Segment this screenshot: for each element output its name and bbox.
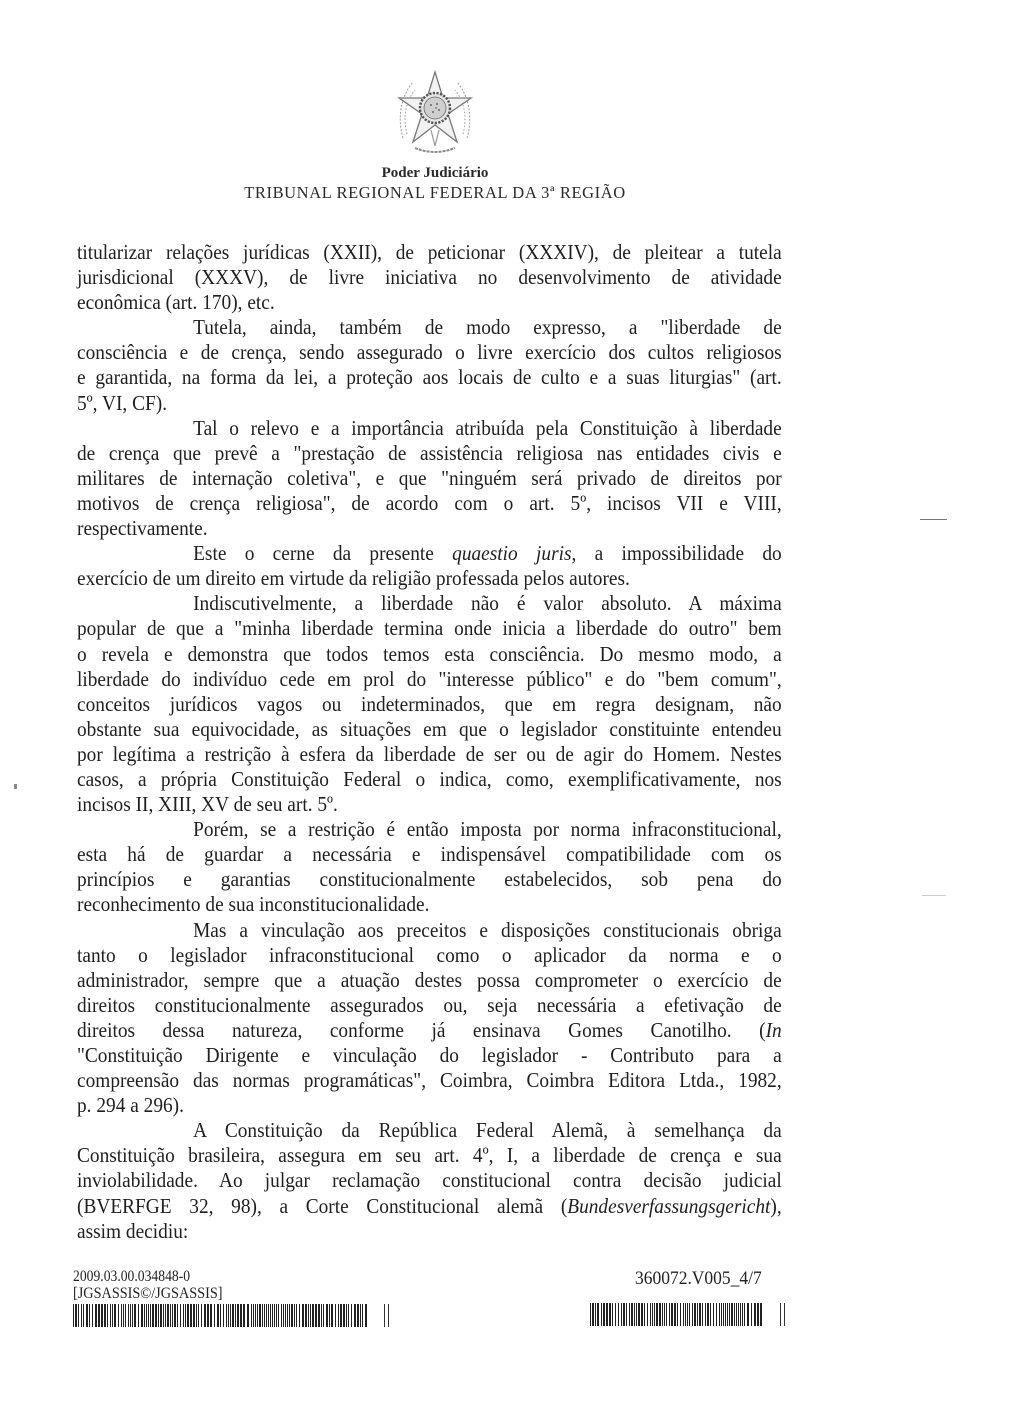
line-text: Este o cerne da presente bbox=[193, 541, 453, 566]
barcode-bar bbox=[590, 1303, 591, 1326]
barcode-bar bbox=[612, 1303, 613, 1326]
barcode-bar bbox=[180, 1304, 181, 1327]
barcode-bar bbox=[193, 1304, 195, 1327]
barcode-bar bbox=[662, 1303, 663, 1326]
barcode-bar bbox=[89, 1304, 90, 1327]
barcode-bar bbox=[220, 1304, 221, 1327]
barcode-bar bbox=[75, 1304, 77, 1327]
barcode-bar bbox=[138, 1304, 139, 1327]
text-line bbox=[77, 491, 782, 516]
line-text: "Constituição Dirigente e vinculação do legislador - Contributo para a bbox=[77, 1043, 782, 1067]
barcode-bar bbox=[346, 1304, 347, 1327]
barcode-bar bbox=[289, 1304, 290, 1327]
barcode-bar bbox=[305, 1304, 307, 1327]
italic-term: quaestio juris bbox=[452, 541, 572, 566]
text-line bbox=[77, 968, 782, 993]
barcode-bar bbox=[331, 1304, 333, 1327]
barcode-bar bbox=[270, 1304, 271, 1327]
barcode-bar bbox=[338, 1304, 339, 1327]
text-line bbox=[77, 416, 782, 441]
barcode-bar bbox=[158, 1304, 159, 1327]
line-text: econômica (art. 170), etc. bbox=[77, 290, 275, 315]
barcode-bar bbox=[780, 1303, 781, 1326]
barcode-bar bbox=[104, 1304, 106, 1327]
line-text: princípios e garantias constitucionalmente estabelecidos, sob pena do bbox=[77, 867, 782, 892]
line-text: Tutela, ainda, também de modo expresso, a "liberdade de bbox=[193, 315, 782, 340]
barcode-bar bbox=[699, 1303, 701, 1326]
line-text: inviolabilidade. Ao julgar reclamação constitucional contra decisão judicial bbox=[77, 1168, 782, 1193]
barcode-bar bbox=[170, 1304, 171, 1327]
barcode-bar bbox=[86, 1304, 88, 1327]
barcode-bar bbox=[634, 1303, 635, 1326]
barcode-bar bbox=[81, 1304, 82, 1327]
italic-term: Bundesverfassungsgericht bbox=[567, 1193, 771, 1218]
text-line bbox=[77, 918, 782, 943]
barcode-bar bbox=[190, 1304, 192, 1327]
barcode-bar bbox=[615, 1303, 616, 1326]
text-line bbox=[77, 566, 782, 591]
line-text: respectivamente. bbox=[77, 516, 208, 541]
barcode-bar bbox=[326, 1304, 328, 1327]
barcode-bar bbox=[78, 1304, 79, 1327]
barcode-bar bbox=[274, 1304, 275, 1327]
barcode-bar bbox=[729, 1303, 730, 1326]
barcode-bar bbox=[652, 1303, 653, 1326]
barcode-bar bbox=[308, 1304, 309, 1327]
barcode-bar bbox=[659, 1303, 661, 1326]
barcode-bar bbox=[677, 1303, 678, 1326]
barcode-bar bbox=[666, 1303, 667, 1326]
barcode-bar bbox=[618, 1303, 619, 1326]
barcode-bar bbox=[710, 1303, 711, 1326]
barcode-bar bbox=[172, 1304, 173, 1327]
barcode-bar bbox=[638, 1303, 640, 1326]
barcode-bar bbox=[329, 1304, 330, 1327]
barcode-bar bbox=[348, 1304, 349, 1327]
barcode-bar bbox=[217, 1304, 219, 1327]
text-line bbox=[77, 315, 782, 340]
barcode-bar bbox=[671, 1303, 673, 1326]
barcode-bar bbox=[654, 1303, 655, 1326]
header-institution-power: Poder Judiciário bbox=[381, 165, 489, 181]
barcode-bar bbox=[110, 1304, 111, 1327]
text-line bbox=[77, 642, 782, 667]
barcode-bar bbox=[240, 1304, 242, 1327]
barcode-bar bbox=[223, 1304, 224, 1327]
barcode-bar bbox=[114, 1304, 116, 1327]
barcode-bar bbox=[228, 1304, 229, 1327]
barcode-bar bbox=[155, 1304, 157, 1327]
barcode-bar bbox=[597, 1303, 599, 1326]
barcode-bar bbox=[760, 1303, 762, 1326]
text-line bbox=[77, 265, 782, 290]
barcode-bar bbox=[312, 1304, 314, 1327]
barcode-bar bbox=[723, 1303, 724, 1326]
header-court-name: TRIBUNAL REGIONAL FEDERAL DA 3ª REGIÃO bbox=[244, 183, 626, 202]
barcode-bar bbox=[680, 1303, 681, 1326]
line-text: por legítima a restrição à esfera da liberdade de ser ou de agir do Homem. Nestes bbox=[77, 741, 782, 766]
line-text: ), bbox=[770, 1193, 782, 1218]
text-line bbox=[77, 365, 782, 390]
barcode-bar bbox=[302, 1304, 304, 1327]
barcode-bar bbox=[742, 1303, 743, 1326]
barcode-bar bbox=[641, 1303, 643, 1326]
barcode-bar bbox=[692, 1303, 693, 1326]
barcode-bar bbox=[201, 1304, 202, 1327]
barcode-bar bbox=[237, 1304, 239, 1327]
text-line bbox=[77, 240, 782, 265]
barcode-bar bbox=[257, 1304, 258, 1327]
barcode-bar bbox=[707, 1303, 709, 1326]
barcode-bar bbox=[683, 1303, 684, 1326]
barcode-bar bbox=[185, 1304, 186, 1327]
barcode-bar bbox=[644, 1303, 645, 1326]
barcode-bar bbox=[98, 1304, 100, 1327]
barcode-bar bbox=[128, 1304, 129, 1327]
barcode-bar bbox=[253, 1304, 254, 1327]
text-line bbox=[77, 1118, 782, 1143]
barcode-bar bbox=[702, 1303, 703, 1326]
barcode-bar bbox=[609, 1303, 611, 1326]
text-line bbox=[77, 767, 782, 792]
barcode-bar bbox=[354, 1304, 356, 1327]
barcode-bar bbox=[636, 1303, 637, 1326]
barcode-bar bbox=[685, 1303, 686, 1326]
barcode-bar bbox=[204, 1304, 206, 1327]
barcode-bar bbox=[740, 1303, 741, 1326]
barcode-bar bbox=[266, 1304, 267, 1327]
barcode-bar bbox=[281, 1304, 282, 1327]
barcode-bar bbox=[321, 1304, 322, 1327]
barcode-bar bbox=[285, 1304, 286, 1327]
line-text: assim decidiu: bbox=[77, 1218, 189, 1243]
barcode-bar bbox=[235, 1304, 236, 1327]
italic-term: In bbox=[765, 1017, 782, 1042]
barcode-bar bbox=[664, 1303, 665, 1326]
text-line bbox=[77, 340, 782, 365]
barcode-bar bbox=[121, 1304, 122, 1327]
barcode-bar bbox=[674, 1303, 676, 1326]
barcode-bar bbox=[150, 1304, 151, 1327]
barcode-bar bbox=[629, 1303, 630, 1326]
text-line bbox=[77, 441, 782, 466]
barcode-bar bbox=[160, 1304, 162, 1327]
barcode-bar bbox=[603, 1303, 605, 1326]
line-text: A Constituição da República Federal Alemã, à semelhança da bbox=[193, 1118, 782, 1143]
user-tag: [JGSASSIS©/JGSASSIS] bbox=[73, 1285, 223, 1302]
barcode-bar bbox=[95, 1304, 97, 1327]
text-line bbox=[77, 1018, 782, 1043]
line-text: e garantida, na forma da lei, a proteção aos locais de culto e a suas liturgias" (art. bbox=[77, 365, 782, 390]
barcode-bar bbox=[738, 1303, 739, 1326]
text-line bbox=[77, 616, 782, 641]
text-line bbox=[77, 1043, 782, 1068]
barcode-bar bbox=[272, 1304, 273, 1327]
barcode-bar bbox=[727, 1303, 728, 1326]
barcode-bar bbox=[183, 1304, 184, 1327]
barcode-bar bbox=[713, 1303, 714, 1326]
text-line bbox=[77, 290, 782, 315]
barcode-bar bbox=[278, 1304, 279, 1327]
barcode-bar bbox=[232, 1304, 234, 1327]
barcode-bar bbox=[757, 1303, 759, 1326]
barcode-bar bbox=[251, 1304, 252, 1327]
line-text: Tal o relevo e a importância atribuída pela Constituição à liberdade bbox=[193, 415, 782, 440]
barcode-bar bbox=[276, 1304, 277, 1327]
barcode-bar bbox=[318, 1304, 320, 1327]
barcode-bar bbox=[174, 1304, 176, 1327]
barcode-bar bbox=[623, 1303, 625, 1326]
margin-speck bbox=[14, 784, 17, 789]
barcode-bar bbox=[751, 1303, 752, 1326]
barcode-bar bbox=[744, 1303, 745, 1326]
text-line bbox=[77, 516, 782, 541]
line-text: administrador, sempre que a atuação destes possa comprometer o exercício de bbox=[77, 967, 782, 992]
line-text: (BVERFGE 32, 98), a Corte Constitucional alemã ( bbox=[77, 1193, 568, 1218]
barcode-bar bbox=[705, 1303, 706, 1326]
barcode-bar bbox=[187, 1304, 189, 1327]
barcode-bar bbox=[351, 1304, 352, 1327]
barcode-bar bbox=[243, 1304, 245, 1327]
coat-of-arms-emblem bbox=[395, 68, 475, 156]
barcode-bar bbox=[606, 1303, 608, 1326]
text-line bbox=[77, 1143, 782, 1168]
text-line bbox=[77, 742, 782, 767]
barcode-bar bbox=[163, 1304, 164, 1327]
barcode-left bbox=[73, 1304, 393, 1327]
text-line bbox=[77, 692, 782, 717]
barcode-bar bbox=[784, 1303, 785, 1326]
text-line bbox=[77, 717, 782, 742]
line-text: motivos de crença religiosa", de acordo com o art. 5º, incisos VII e VIII, bbox=[77, 490, 782, 515]
barcode-bar bbox=[144, 1304, 145, 1327]
barcode-bar bbox=[118, 1304, 119, 1327]
barcode-bar bbox=[146, 1304, 147, 1327]
barcode-bar bbox=[287, 1304, 288, 1327]
margin-mark bbox=[920, 519, 947, 520]
barcode-bar bbox=[323, 1304, 324, 1327]
barcode-bar bbox=[152, 1304, 154, 1327]
barcode-bar bbox=[130, 1304, 131, 1327]
barcode-bar bbox=[92, 1304, 93, 1327]
barcode-bar bbox=[365, 1304, 367, 1327]
barcode-bar bbox=[656, 1303, 658, 1326]
barcode-bar bbox=[340, 1304, 342, 1327]
barcode-bar bbox=[283, 1304, 284, 1327]
barcode-bar bbox=[335, 1304, 336, 1327]
text-line bbox=[77, 943, 782, 968]
barcode-bar bbox=[725, 1303, 726, 1326]
barcode-bar bbox=[296, 1304, 297, 1327]
line-text: popular de que a "minha liberdade termina onde inicia a liberdade do outro" bem bbox=[77, 616, 782, 641]
barcode-bar bbox=[734, 1303, 735, 1326]
line-text: esta há de guardar a necessária e indispensável compatibilidade com os bbox=[77, 842, 782, 867]
barcode-bar bbox=[167, 1304, 169, 1327]
line-text: de crença que prevê a "prestação de assistência religiosa nas entidades civis e bbox=[77, 440, 782, 465]
barcode-bar bbox=[268, 1304, 269, 1327]
line-text: p. 294 a 296). bbox=[77, 1093, 184, 1118]
barcode-bar bbox=[592, 1303, 594, 1326]
barcode-bar bbox=[291, 1304, 293, 1327]
barcode-bar bbox=[226, 1304, 227, 1327]
text-line bbox=[77, 1194, 782, 1219]
barcode-bar bbox=[259, 1304, 261, 1327]
barcode-bar bbox=[694, 1303, 696, 1326]
barcode-bar bbox=[255, 1304, 256, 1327]
barcode-bar bbox=[388, 1304, 389, 1327]
barcode-bar bbox=[134, 1304, 136, 1327]
line-text: Indiscutivelmente, a liberdade não é valor absoluto. A máxima bbox=[193, 591, 782, 616]
line-text: direitos constitucionalmente assegurados ou, seja necessária a efetivação de bbox=[77, 992, 782, 1017]
line-text: incisos II, XIII, XV de seu art. 5º. bbox=[77, 792, 338, 817]
barcode-bar bbox=[230, 1304, 231, 1327]
line-text: conceitos jurídicos vagos ou indeterminados, que em regra designam, não bbox=[77, 691, 782, 716]
text-line bbox=[77, 817, 782, 842]
line-text: exercício de um direito em virtude da religião professada pelos autores. bbox=[77, 566, 630, 591]
barcode-bar bbox=[754, 1303, 756, 1326]
text-line bbox=[77, 1068, 782, 1093]
barcode-bar bbox=[112, 1304, 113, 1327]
barcode-bar bbox=[148, 1304, 149, 1327]
barcode-bar bbox=[721, 1303, 722, 1326]
barcode-bar bbox=[196, 1304, 197, 1327]
line-text: casos, a própria Constituição Federal o indica, como, exemplificativamente, nos bbox=[77, 766, 782, 791]
barcode-bar bbox=[647, 1303, 648, 1326]
line-text: tanto o legislador infraconstitucional como o aplicador da norma e o bbox=[77, 942, 782, 967]
line-text: reconhecimento de sua inconstitucionalidade. bbox=[77, 892, 430, 917]
barcode-bar bbox=[650, 1303, 651, 1326]
barcode-bar bbox=[141, 1304, 143, 1327]
barcode-bar bbox=[687, 1303, 688, 1326]
text-line bbox=[77, 867, 782, 892]
barcode-bar bbox=[719, 1303, 720, 1326]
line-text: , a impossibilidade do bbox=[571, 541, 782, 566]
barcode-bar bbox=[262, 1304, 263, 1327]
barcode-bar bbox=[294, 1304, 295, 1327]
barcode-bar bbox=[731, 1303, 733, 1326]
text-line bbox=[77, 892, 782, 917]
barcode-bar bbox=[264, 1304, 265, 1327]
barcode-bar bbox=[310, 1304, 311, 1327]
line-text: Porém, se a restrição é então imposta por norma infraconstitucional, bbox=[193, 817, 782, 842]
barcode-bar bbox=[747, 1303, 749, 1326]
text-line bbox=[77, 1168, 782, 1193]
barcode-bar bbox=[669, 1303, 670, 1326]
text-line bbox=[77, 792, 782, 817]
barcode-bar bbox=[247, 1304, 249, 1327]
text-line bbox=[77, 466, 782, 491]
barcode-bar bbox=[132, 1304, 133, 1327]
barcode-bar bbox=[697, 1303, 698, 1326]
text-line bbox=[77, 541, 782, 566]
text-line bbox=[77, 667, 782, 692]
line-text: militares de internação coletiva", e que "ninguém será privado de direitos por bbox=[77, 465, 782, 490]
barcode-bar bbox=[123, 1304, 124, 1327]
barcode-bar bbox=[207, 1304, 209, 1327]
barcode-bar bbox=[107, 1304, 108, 1327]
barcode-bar bbox=[125, 1304, 126, 1327]
line-text: titularizar relações jurídicas (XXII), de peticionar (XXXIV), de pleitear a tutela bbox=[77, 240, 782, 264]
line-text: obstante sua equivocidade, as situações em que o legislador constituinte entendeu bbox=[77, 716, 782, 741]
line-text: direitos dessa natureza, conforme já ensinava Gomes Canotilho. ( bbox=[77, 1017, 766, 1042]
barcode-bar bbox=[384, 1304, 385, 1327]
text-line bbox=[77, 842, 782, 867]
barcode-bar bbox=[315, 1304, 317, 1327]
barcode-bar bbox=[689, 1303, 690, 1326]
line-text: Mas a vinculação aos preceitos e disposições constitucionais obriga bbox=[193, 917, 782, 942]
barcode-right bbox=[590, 1303, 790, 1326]
barcode-bar bbox=[73, 1304, 74, 1327]
barcode-bar bbox=[736, 1303, 737, 1326]
line-text: liberdade do indivíduo cede em prol do "interesse público" e do "bem comum", bbox=[77, 666, 782, 691]
barcode-bar bbox=[360, 1304, 361, 1327]
line-text: Constituição brasileira, assegura em seu art. 4º, I, a liberdade de crença e sua bbox=[77, 1143, 782, 1168]
barcode-bar bbox=[198, 1304, 199, 1327]
line-text: compreensão das normas programáticas", Coimbra, Coimbra Editora Ltda., 1982, bbox=[77, 1068, 782, 1093]
line-text: jurisdicional (XXXV), de livre iniciativa no desenvolvimento de atividade bbox=[77, 265, 782, 290]
text-line bbox=[77, 1219, 782, 1244]
barcode-bar bbox=[343, 1304, 345, 1327]
barcode-bar bbox=[299, 1304, 300, 1327]
barcode-bar bbox=[101, 1304, 103, 1327]
barcode-bar bbox=[165, 1304, 166, 1327]
barcode-bar bbox=[210, 1304, 212, 1327]
line-text: o revela e demonstra que todos temos esta consciência. Do mesmo modo, a bbox=[77, 641, 782, 666]
barcode-bar bbox=[362, 1304, 363, 1327]
barcode-bar bbox=[83, 1304, 84, 1327]
text-line bbox=[77, 591, 782, 616]
barcode-bar bbox=[214, 1304, 215, 1327]
process-number: 2009.03.00.034848-0 bbox=[73, 1268, 191, 1285]
text-line bbox=[77, 391, 782, 416]
text-line bbox=[77, 1093, 782, 1118]
barcode-bar bbox=[621, 1303, 622, 1326]
barcode-bar bbox=[601, 1303, 602, 1326]
margin-mark bbox=[922, 895, 946, 896]
document-code: 360072.V005_4/7 bbox=[635, 1268, 762, 1289]
line-text: 5º, VI, CF). bbox=[77, 390, 168, 415]
barcode-bar bbox=[626, 1303, 627, 1326]
barcode-bar bbox=[357, 1304, 359, 1327]
barcode-bar bbox=[716, 1303, 717, 1326]
document-body bbox=[77, 240, 782, 1244]
line-text: consciência e de crença, sendo assegurado o livre exercício dos cultos religiosos bbox=[77, 340, 782, 365]
text-line bbox=[77, 993, 782, 1018]
barcode-bar bbox=[631, 1303, 633, 1326]
barcode-bar bbox=[595, 1303, 596, 1326]
barcode-bar bbox=[177, 1304, 178, 1327]
